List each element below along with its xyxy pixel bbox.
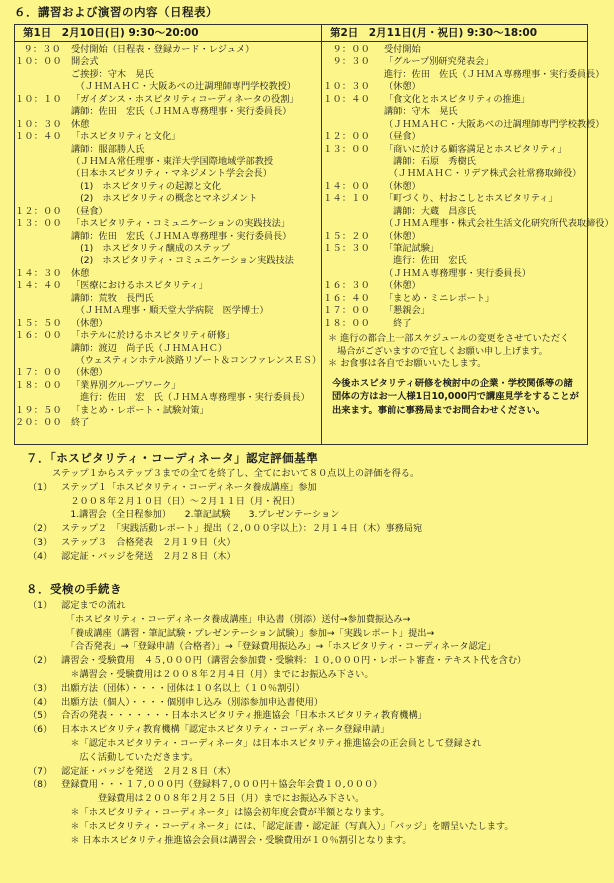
schedule-time: １４：００ bbox=[323, 180, 370, 192]
schedule-row bbox=[15, 81, 319, 93]
day2-header: 第2日 2月11日(月・祝日) 9:30～18:00 bbox=[322, 25, 587, 42]
schedule-row bbox=[15, 156, 319, 168]
section-8-body bbox=[14, 600, 594, 848]
schedule-time bbox=[15, 293, 71, 305]
schedule-row bbox=[322, 68, 605, 81]
schedule-item: (2) ホスピタリティ・コミュニケーション実践技法 bbox=[71, 255, 294, 267]
schedule-row bbox=[15, 218, 319, 230]
schedule-time: １６：４０ bbox=[323, 292, 370, 304]
list-item bbox=[14, 669, 594, 683]
item-text: ＊「ホスピタリティ・コーディネータ」は協会初年度会費が半額となります。 bbox=[52, 806, 390, 818]
schedule-time: １０：００ bbox=[15, 56, 62, 68]
schedule-item: 「まとめ・レポート・試験対策」 bbox=[71, 404, 209, 416]
item-number bbox=[14, 669, 52, 683]
schedule-time: １０：３０ bbox=[323, 81, 370, 93]
schedule-row bbox=[15, 255, 319, 267]
schedule-item: 「筆記試験」 bbox=[384, 243, 440, 254]
item-number bbox=[14, 468, 52, 482]
schedule-item: 「グループ別研究発表会」 bbox=[384, 56, 494, 68]
schedule-item: 進行：佐田 宏氏 bbox=[384, 255, 467, 267]
item-text: 合否の発表・・・・・・・日本ホスピタリティ推進協会「日本ホスピタリティ教育機構」 bbox=[52, 710, 427, 722]
schedule-item: （ＪＨＭＡＨＣ・大阪あべの辻調理師専門学校教授） bbox=[71, 81, 297, 93]
schedule-item: 講師：守木 晃氏 bbox=[384, 106, 458, 118]
list-item bbox=[14, 710, 594, 724]
item-number bbox=[14, 509, 52, 523]
item-text: 認定証・バッジを発送 ２月２８日（木） bbox=[52, 550, 236, 562]
day2-notes bbox=[322, 330, 587, 371]
schedule-row bbox=[15, 367, 319, 379]
schedule-time bbox=[15, 69, 71, 81]
schedule-item: （昼食） bbox=[384, 131, 421, 143]
schedule-row bbox=[322, 181, 585, 193]
item-text: ステップ２ 「実践活動レポート」提出（２,０００字以上）：２月１４日（木）事務局宛 bbox=[52, 523, 423, 535]
schedule-time: １７：００ bbox=[323, 305, 370, 317]
schedule-item: 講師：佐田 宏氏（ＪＨＭＡ専務理事・実行委員長） bbox=[71, 230, 292, 242]
schedule-time bbox=[15, 231, 71, 243]
schedule-row bbox=[322, 144, 585, 156]
schedule-time: １７：００ bbox=[15, 367, 62, 379]
item-number: （2） bbox=[28, 523, 53, 535]
schedule-item: 開会式 bbox=[71, 56, 99, 68]
schedule-time: １５：５０ bbox=[15, 317, 62, 329]
schedule-item: （ＪＨＭＡ理事・順天堂大学病院 医学博士） bbox=[71, 305, 269, 317]
item-text: 登録費用は２００８年２月２５日（月）までにお振込み下さい。 bbox=[52, 793, 365, 805]
schedule-table bbox=[14, 24, 614, 445]
schedule-row bbox=[15, 131, 319, 143]
schedule-time: １２：００ bbox=[15, 205, 62, 217]
item-number bbox=[14, 821, 52, 835]
schedule-row bbox=[15, 56, 319, 68]
day1-header: 第1日 2月10日(日) 9:30～20:00 bbox=[15, 25, 321, 42]
schedule-item: （ＪＨＭＡ専務理事・実行委員長） bbox=[384, 267, 531, 279]
item-number: （4） bbox=[28, 696, 53, 708]
schedule-row bbox=[322, 131, 585, 143]
item-text: 1.講習会（全日程参加） 2.筆記試験 3.プレゼンテーション bbox=[52, 509, 340, 521]
item-number bbox=[14, 793, 52, 807]
schedule-item: （日本ホスピタリティ・マネジメント学会会長） bbox=[71, 168, 272, 180]
schedule-row bbox=[322, 193, 585, 205]
list-item bbox=[14, 752, 594, 766]
schedule-item: 受付開始 bbox=[384, 44, 421, 55]
item-text: ＊講習会・受験費用は２００８年２月４日（月）までにお振込み下さい。 bbox=[52, 668, 374, 680]
schedule-time: １２：００ bbox=[323, 131, 370, 143]
schedule-time: １３：００ bbox=[15, 218, 62, 230]
list-item bbox=[14, 821, 594, 835]
item-number bbox=[14, 614, 52, 628]
list-item bbox=[14, 496, 594, 510]
item-number bbox=[14, 496, 52, 510]
schedule-time bbox=[322, 206, 384, 218]
list-item bbox=[14, 641, 594, 655]
schedule-item: 終了 bbox=[71, 417, 90, 429]
schedule-time bbox=[15, 392, 71, 404]
schedule-time: １４：１０ bbox=[323, 193, 370, 205]
schedule-item: 講師：荒牧 長門氏 bbox=[71, 292, 154, 304]
schedule-time: １５：２０ bbox=[323, 230, 370, 242]
list-item bbox=[14, 551, 594, 565]
schedule-row bbox=[15, 343, 319, 355]
schedule-row bbox=[15, 417, 319, 429]
schedule-time: １３：００ bbox=[323, 143, 370, 155]
item-number: （3） bbox=[28, 536, 53, 548]
schedule-item: 「商いに於ける顧客満足とホスピタリティ」 bbox=[384, 143, 567, 155]
schedule-row bbox=[15, 305, 319, 317]
item-number bbox=[14, 835, 52, 849]
list-item bbox=[14, 468, 594, 482]
schedule-item: 「業界別グループワーク」 bbox=[71, 379, 181, 391]
schedule-row bbox=[15, 206, 319, 218]
schedule-row bbox=[322, 81, 585, 93]
schedule-time bbox=[15, 144, 71, 156]
schedule-item: (2) ホスピタリティの概念とマネジメント bbox=[71, 193, 258, 205]
schedule-item: 講師：佐田 宏氏（ＪＨＭＡ専務理事・実行委員長） bbox=[71, 106, 292, 118]
schedule-time: １９：５０ bbox=[15, 404, 62, 416]
item-text: 日本ホスピタリティ教育機構「認定ホスピタリティ・コーディネータ登録申請」 bbox=[52, 724, 390, 736]
schedule-time: １８：００ bbox=[323, 317, 370, 329]
item-number: （7） bbox=[28, 765, 53, 777]
schedule-item: 「町づくり、村おこしとホスピタリティ」 bbox=[384, 193, 558, 205]
schedule-item: 休憩 bbox=[71, 267, 90, 279]
schedule-item: （ＪＨＭＡＨＣ・大阪あべの辻調理師専門学校教授） bbox=[384, 118, 605, 130]
item-text: ステップ１からステップ３までの全てを終了し、全てにおいて８０点以上の評価を得る。 bbox=[52, 468, 420, 479]
item-text: 出願方法（個人）・・・・個別申し込み（別添参加申込書使用） bbox=[52, 696, 324, 708]
schedule-row bbox=[322, 168, 585, 180]
day1-column bbox=[15, 25, 322, 444]
schedule-item: (1) ホスピタリティの起源と文化 bbox=[71, 180, 221, 192]
section-8-title: ８．受検の手続き bbox=[26, 582, 122, 596]
schedule-item: 休憩 bbox=[71, 118, 90, 130]
schedule-item: 講師：大蔵 昌彦氏 bbox=[384, 205, 476, 217]
list-item bbox=[14, 766, 594, 780]
schedule-row bbox=[15, 168, 319, 180]
schedule-time: １８：００ bbox=[15, 379, 62, 391]
schedule-row bbox=[15, 405, 319, 417]
schedule-item: (1) ホスピタリティ醸成のステップ bbox=[71, 243, 230, 254]
schedule-time: １０：３０ bbox=[15, 118, 62, 130]
schedule-row bbox=[15, 380, 319, 392]
item-text: 講習会・受験費用 ４５,０００円（講習会参加費・受験料：１０,０００円・レポート審査・テキスト代を含む） bbox=[52, 655, 527, 667]
schedule-row bbox=[322, 218, 614, 230]
schedule-row bbox=[322, 56, 585, 68]
schedule-time bbox=[322, 119, 384, 131]
item-text: 登録費用・・・１７,０００円（登録料７,０００円＋協会年会費１０,０００） bbox=[52, 779, 383, 791]
schedule-time: １６：３０ bbox=[323, 280, 370, 292]
schedule-item: 受付開始（日程表・登録カード・レジュメ） bbox=[71, 44, 255, 55]
item-number: （1） bbox=[28, 481, 53, 493]
section-7-title: ７．「ホスピタリティ・コーディネータ」認定評価基準 bbox=[26, 451, 319, 465]
schedule-row bbox=[15, 293, 319, 305]
schedule-time bbox=[15, 343, 71, 355]
schedule-time: １４：３０ bbox=[15, 267, 62, 279]
schedule-time bbox=[322, 69, 384, 81]
item-text: ２００８年２月１０日（日）～２月１１日（月・祝日） bbox=[52, 495, 301, 507]
schedule-item: 終了 bbox=[384, 317, 412, 329]
schedule-item: 「懇親会」 bbox=[384, 305, 430, 317]
schedule-item: （昼食） bbox=[71, 205, 108, 217]
item-number bbox=[14, 807, 52, 821]
schedule-note: 場合がございますので宜しくお願い申し上げます。 bbox=[328, 345, 548, 357]
item-number: （1） bbox=[28, 600, 53, 611]
schedule-time: １０：４０ bbox=[15, 131, 62, 143]
day1-rows bbox=[15, 42, 321, 430]
schedule-time: ２０：００ bbox=[15, 417, 62, 429]
list-item bbox=[14, 835, 594, 849]
section-6-title: ６．講習および演習の内容（日程表） bbox=[14, 5, 218, 19]
schedule-row bbox=[322, 255, 585, 267]
schedule-item: （休憩） bbox=[384, 180, 421, 192]
schedule-time bbox=[322, 218, 384, 230]
list-item bbox=[14, 724, 594, 738]
item-text: 広く活動していただきます。 bbox=[52, 751, 199, 763]
list-item bbox=[14, 793, 594, 807]
item-number bbox=[14, 752, 52, 766]
schedule-row bbox=[15, 44, 319, 56]
schedule-row bbox=[15, 231, 319, 243]
schedule-item: 講師：渡辺 尚子氏（ＪＨＭＡＨＣ） bbox=[71, 342, 228, 354]
section-7-body bbox=[14, 468, 594, 565]
item-text: 「養成講座（講習・筆記試験・プレゼンテーション試験）」参加→「実践レポート」提出→ bbox=[52, 627, 435, 639]
schedule-row bbox=[322, 94, 585, 106]
item-number: （3） bbox=[28, 682, 53, 694]
schedule-item: 進行：佐田 宏 氏（ＪＨＭＡ専務理事・実行委員長） bbox=[71, 392, 310, 404]
schedule-item: ご挨拶：守木 晃氏 bbox=[71, 68, 154, 80]
schedule-row bbox=[322, 206, 585, 218]
schedule-time bbox=[322, 156, 384, 168]
schedule-row bbox=[322, 243, 585, 255]
schedule-time bbox=[15, 305, 71, 317]
schedule-row bbox=[15, 268, 319, 280]
schedule-row bbox=[15, 280, 319, 292]
item-number: （4） bbox=[28, 550, 53, 562]
list-item bbox=[14, 697, 594, 711]
schedule-row bbox=[15, 354, 322, 367]
schedule-note: ＊ 進行の都合上一部スケジュールの変更をさせていただく bbox=[328, 333, 570, 345]
day2-rows bbox=[322, 42, 614, 330]
schedule-row bbox=[322, 106, 585, 118]
schedule-item: （ＪＨＭＡ常任理事・東洋大学国際地域学部教授 bbox=[71, 155, 274, 167]
item-text: ステップ３ 合格発表 ２月１９日（火） bbox=[52, 536, 236, 548]
schedule-item: （休憩） bbox=[384, 230, 421, 242]
list-item bbox=[14, 600, 594, 614]
item-text: 出願方法（団体）・・・・団体は１０名以上（１０％割引） bbox=[52, 682, 305, 694]
list-item bbox=[14, 537, 594, 551]
item-number: （5） bbox=[28, 710, 53, 722]
schedule-row bbox=[15, 69, 319, 81]
schedule-time: １０：４０ bbox=[323, 93, 370, 105]
schedule-row bbox=[15, 119, 319, 131]
schedule-time bbox=[322, 106, 384, 118]
schedule-item: 「ホスピタリティ・コミュニケーションの実践技法」 bbox=[71, 218, 291, 230]
schedule-time bbox=[322, 168, 384, 180]
schedule-row bbox=[322, 318, 585, 330]
schedule-item: 「ガイダンス・ホスピタリティコーディネータの役割」 bbox=[71, 93, 299, 105]
schedule-item: （休憩） bbox=[71, 317, 108, 329]
schedule-item: 「ホスピタリティと文化」 bbox=[71, 131, 181, 143]
schedule-row bbox=[15, 193, 319, 205]
item-number: （6） bbox=[28, 724, 53, 736]
observation-note: 今後ホスピタリティ研修を検討中の企業・学校関係等の諸団体の方はお一人様1日10,000円で講座見学をすることが出来ます。事前に事務局までお問合わせください。 bbox=[332, 377, 579, 416]
schedule-time bbox=[322, 255, 384, 267]
item-number: （2） bbox=[28, 655, 53, 667]
schedule-item: 「食文化とホスピタリティの推進」 bbox=[384, 93, 531, 105]
item-text: ＊「ホスピタリティ・コーディネータ」には、「認定証書・認定証（写真入）」「バッジ」を贈呈いたします。 bbox=[52, 820, 514, 832]
schedule-time bbox=[15, 81, 71, 93]
schedule-time: １４：４０ bbox=[15, 280, 62, 292]
list-item bbox=[14, 807, 594, 821]
schedule-item: （ＪＨＭＡ理事・株式会社生活文化研究所代表取締役） bbox=[384, 218, 614, 230]
schedule-time bbox=[15, 355, 71, 367]
schedule-row bbox=[322, 280, 585, 292]
schedule-item: （休憩） bbox=[384, 280, 421, 292]
schedule-time bbox=[15, 106, 71, 118]
item-number bbox=[14, 628, 52, 642]
schedule-row bbox=[15, 144, 319, 156]
schedule-item: （ＪＨＭＡＨＣ・リデア株式会社常務取締役） bbox=[384, 168, 582, 180]
item-text: 「合否発表」→「登録申請（合格者）」→「登録費用振込み」→「ホスピタリティ・コーディネータ認定」 bbox=[52, 641, 497, 653]
list-item bbox=[14, 614, 594, 628]
item-number bbox=[14, 641, 52, 655]
schedule-row bbox=[322, 118, 605, 131]
schedule-time: ９：００ bbox=[332, 44, 370, 55]
item-text: ＊「認定ホスピタリティ・コーディネータ」は日本ホスピタリティ推進協会の正会員として登録され bbox=[52, 737, 482, 749]
schedule-row bbox=[322, 44, 585, 56]
item-text: 認定証・バッジを発送 ２月２８日（木） bbox=[52, 765, 236, 777]
item-text: ＊ 日本ホスピタリティ推進協会会員は講習会・受験費用が１０％割引となります。 bbox=[52, 834, 412, 846]
schedule-item: （休憩） bbox=[384, 81, 421, 93]
schedule-row bbox=[15, 330, 319, 342]
schedule-row bbox=[15, 318, 319, 330]
schedule-row bbox=[322, 156, 585, 168]
schedule-row bbox=[15, 392, 319, 404]
schedule-item: 講師：石原 秀樹氏 bbox=[384, 155, 476, 167]
list-item bbox=[14, 509, 594, 523]
schedule-time bbox=[322, 268, 384, 280]
schedule-time bbox=[15, 156, 71, 168]
list-item bbox=[14, 779, 594, 793]
schedule-item: 「ホテルに於けるホスピタリティ研修」 bbox=[71, 330, 235, 342]
schedule-row bbox=[322, 268, 585, 280]
item-text: ステップ１「ホスピタリティ・コーディネータ養成講座」参加 bbox=[52, 481, 317, 493]
schedule-item: 「まとめ・ミニレポート」 bbox=[384, 292, 495, 304]
schedule-item: 「医療におけるホスピタリティ」 bbox=[71, 280, 208, 292]
list-item bbox=[14, 523, 594, 537]
schedule-time: ９：３０ bbox=[23, 44, 61, 55]
schedule-row bbox=[322, 305, 585, 317]
schedule-time: ９：３０ bbox=[332, 56, 370, 68]
schedule-time: １０：１０ bbox=[15, 93, 62, 105]
schedule-row bbox=[322, 231, 585, 243]
list-item bbox=[14, 655, 594, 669]
item-text: 認定までの流れ bbox=[52, 600, 126, 611]
list-item bbox=[14, 628, 594, 642]
list-item bbox=[14, 482, 594, 496]
item-text: 「ホスピタリティ・コーディネータ養成講座」申込書（別添）送付→参加費振込み→ bbox=[52, 613, 411, 625]
schedule-item: 講師：服部勝人氏 bbox=[71, 143, 145, 155]
day2-column bbox=[322, 25, 614, 444]
schedule-time bbox=[15, 193, 71, 205]
schedule-time: １６：００ bbox=[15, 330, 62, 342]
schedule-row bbox=[15, 243, 319, 255]
schedule-time: １５：３０ bbox=[323, 243, 370, 254]
schedule-time bbox=[15, 255, 71, 267]
schedule-item: （休憩） bbox=[71, 367, 108, 379]
schedule-item: （ウェスティンホテル淡路リゾート＆コンファレンスＥＳ） bbox=[71, 354, 322, 366]
schedule-time bbox=[15, 181, 71, 193]
list-item bbox=[14, 738, 594, 752]
schedule-row bbox=[15, 106, 319, 118]
schedule-row bbox=[15, 181, 319, 193]
schedule-row bbox=[15, 94, 319, 106]
schedule-item: 進行：佐田 佐氏（ＪＨＭＡ専務理事・実行委員長） bbox=[384, 68, 605, 80]
item-number: （8） bbox=[28, 779, 53, 791]
schedule-note: ＊ お食事は各自でお願いいたします。 bbox=[328, 358, 487, 370]
list-item bbox=[14, 683, 594, 697]
item-number bbox=[14, 738, 52, 752]
schedule-row bbox=[322, 293, 585, 305]
schedule-time bbox=[15, 243, 71, 255]
schedule-time bbox=[15, 168, 71, 180]
